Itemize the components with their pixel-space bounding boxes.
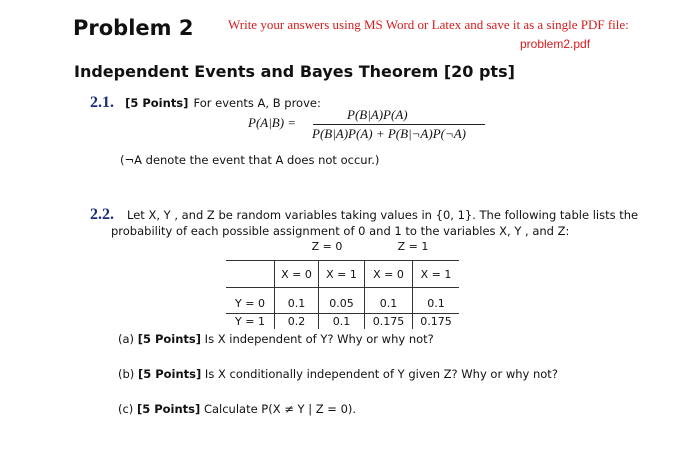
subquestion-text: Calculate P(X ≠ Y | Z = 0). <box>203 402 357 416</box>
submission-filename: problem2.pdf <box>520 37 591 51</box>
table-cell: 0.175 <box>372 315 405 328</box>
row-label: Y = 1 <box>235 315 265 328</box>
subquestion-a <box>118 332 434 346</box>
subquestion-b <box>118 367 558 381</box>
table-cell: 0.1 <box>332 315 351 328</box>
z0-header: Z = 0 <box>311 240 343 253</box>
table-header-rule <box>226 287 459 288</box>
formula-numerator: P(B|A)P(A) <box>347 107 408 122</box>
subquestion-label: (b) <box>118 367 135 381</box>
subquestion-text: Is X independent of Y? Why or why not? <box>204 332 434 346</box>
problem-title: Problem 2 <box>73 16 194 40</box>
not-a-note: (¬A denote the event that A does not occur.) <box>120 153 380 167</box>
subquestion-c <box>118 402 356 416</box>
table-cell: 0.1 <box>379 297 398 310</box>
subquestion-text: Is X conditionally independent of Y given Z? Why or why not? <box>204 367 558 381</box>
formula-denominator: P(B|A)P(A) + P(B|¬A)P(¬A) <box>312 126 467 141</box>
section-title: Independent Events and Bayes Theorem [20 pts] <box>74 62 515 81</box>
table-cell: 0.175 <box>420 315 452 328</box>
question-number: 2.2. <box>90 206 114 223</box>
subquestion-label: (a) <box>118 332 135 346</box>
subquestion-points: [5 Points] <box>137 332 202 346</box>
formula-lhs: P(A|B) = <box>248 115 297 130</box>
subquestion-points: [5 Points] <box>137 367 202 381</box>
table-cell: 0.1 <box>287 297 306 310</box>
x-header: X = 1 <box>420 268 452 281</box>
table-top-rule <box>226 260 459 261</box>
row-label: Y = 0 <box>235 297 265 310</box>
question-2-2-line2: probability of each possible assignment of 0 and 1 to the variables X, Y , and Z: <box>111 224 570 238</box>
question-points: [5 Points] <box>125 96 189 110</box>
x-header: X = 0 <box>373 268 404 281</box>
x-header: X = 0 <box>281 268 312 281</box>
z1-header: Z = 1 <box>397 240 429 253</box>
question-prompt: For events A, B prove: <box>193 96 321 110</box>
subquestion-label: (c) <box>118 402 134 416</box>
fraction-bar <box>313 124 485 125</box>
table-cell: 0.2 <box>287 315 306 328</box>
x-header: X = 1 <box>326 268 357 281</box>
table-cell: 0.05 <box>329 297 354 310</box>
table-row-rule <box>226 313 459 314</box>
submission-instructions: Write your answers using MS Word or Latex and save it as a single PDF file: <box>228 17 629 32</box>
subquestion-points: [5 Points] <box>136 402 201 416</box>
table-cell: 0.1 <box>427 297 445 310</box>
question-2-1 <box>90 92 321 112</box>
question-2-2-line1: Let X, Y , and Z be random variables taking values in {0, 1}. The following table lists the <box>127 208 639 222</box>
question-number: 2.1. <box>90 94 114 111</box>
